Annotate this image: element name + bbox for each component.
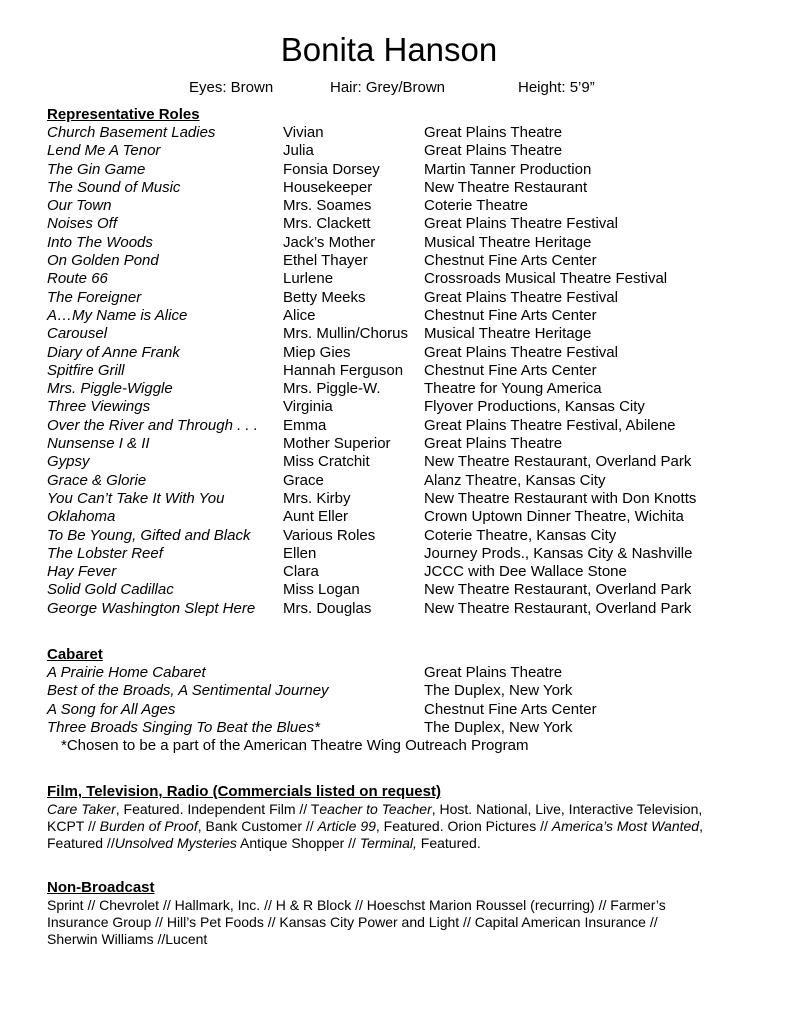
credit-title: Unsolved Mysteries xyxy=(114,835,237,852)
credit-row xyxy=(47,682,777,700)
credit-venue: Theatre for Young America xyxy=(424,380,602,398)
credit-venue: Great Plains Theatre Festival xyxy=(424,288,618,306)
credit-row xyxy=(47,581,777,599)
credit-role: Mrs. Mullin/Chorus xyxy=(283,325,409,343)
credit-show: Church Basement Ladies xyxy=(47,124,216,141)
credit-role: Aunt Eller xyxy=(283,508,349,526)
credit-row xyxy=(47,453,777,471)
credit-role: Mrs. Piggle-W. xyxy=(283,380,381,398)
credit-role: Jack’s Mother xyxy=(283,233,376,251)
credit-role: Miss Logan xyxy=(283,581,360,599)
credit-role: Various Roles xyxy=(283,526,376,544)
credit-row xyxy=(47,417,777,435)
film-heading: Film, Television, Radio (Commercials listed on request) xyxy=(47,783,441,800)
credit-venue: New Theatre Restaurant with Don Knotts xyxy=(424,489,697,507)
credit-show: Grace & Glorie xyxy=(47,471,147,489)
nonbroadcast-heading: Non-Broadcast xyxy=(47,879,155,896)
credit-show: Solid Gold Cadillac xyxy=(47,581,174,599)
credit-show: Best of the Broads, A Sentimental Journey xyxy=(47,682,329,700)
credit-role: Fonsia Dorsey xyxy=(283,160,380,178)
credit-role: Miep Gies xyxy=(283,343,351,361)
cabaret-footnote: *Chosen to be a part of the American Theatre Wing Outreach Program xyxy=(61,737,529,754)
roles-heading: Representative Roles xyxy=(47,106,200,123)
nonbroadcast-credits: Sprint // Chevrolet // Hallmark, Inc. // H & R Block // Hoeschst Marion Roussel (recurring) // Farmer’s Insurance Group // Hill’s Pet Foods // Kansas City Power and Light // Capital American Insurance // Sherwin Williams //Lucent xyxy=(47,897,666,948)
credit-role: Mrs. Soames xyxy=(283,197,372,215)
credit-show: On Golden Pond xyxy=(47,252,159,270)
credit-venue: New Theatre Restaurant, Overland Park xyxy=(424,599,692,617)
credit-venue: Great Plains Theatre xyxy=(424,664,563,681)
credit-show: A Prairie Home Cabaret xyxy=(47,664,206,681)
credit-detail: , Featured // xyxy=(47,818,703,852)
credit-row xyxy=(47,124,777,142)
credit-show: Hay Fever xyxy=(47,563,117,581)
credit-venue: Chestnut Fine Arts Center xyxy=(424,361,597,379)
credit-show: Noises Off xyxy=(47,215,118,233)
credit-row xyxy=(47,508,777,526)
credit-show: The Lobster Reef xyxy=(47,544,163,562)
credit-row xyxy=(47,142,777,160)
credit-detail: , Bank Customer // xyxy=(197,818,318,835)
credit-row xyxy=(47,252,777,270)
credit-title: eacher to Teacher xyxy=(319,801,432,817)
credit-row xyxy=(47,270,777,288)
credit-venue: JCCC with Dee Wallace Stone xyxy=(424,563,627,581)
credit-row xyxy=(47,527,777,545)
credit-row xyxy=(47,490,777,508)
credit-title: Care Taker xyxy=(47,801,116,817)
credit-venue: Great Plains Theatre Festival xyxy=(424,215,618,233)
credit-show: The Sound of Music xyxy=(47,178,181,196)
credit-role: Hannah Ferguson xyxy=(283,361,404,379)
credit-show: Carousel xyxy=(47,325,108,343)
credit-role: Alice xyxy=(283,306,316,324)
eyes-stat: Eyes: Brown xyxy=(189,79,274,96)
credit-show: To Be Young, Gifted and Black xyxy=(47,526,251,544)
credit-venue: New Theatre Restaurant xyxy=(424,178,588,196)
credit-show: Lend Me A Tenor xyxy=(47,142,161,160)
credit-show: Over the River and Through . . . xyxy=(47,416,258,434)
credit-show: Mrs. Piggle-Wiggle xyxy=(47,380,173,398)
vitals-line xyxy=(0,78,800,98)
credit-show: George Washington Slept Here xyxy=(47,599,256,617)
credit-row xyxy=(47,307,777,325)
credit-show: A Song for All Ages xyxy=(47,700,176,718)
credit-detail: Featured. xyxy=(416,835,481,852)
credit-venue: Crossroads Musical Theatre Festival xyxy=(424,270,668,288)
height-stat: Height: 5’9” xyxy=(518,79,595,96)
credit-detail: , Host. National, Live, Interactive Television, KCPT // xyxy=(47,801,703,835)
credit-row xyxy=(47,701,777,719)
credit-venue: Coterie Theatre, Kansas City xyxy=(424,526,617,544)
credit-show: Nunsense I & II xyxy=(47,435,150,453)
credit-row xyxy=(47,325,777,343)
credit-role: Mrs. Douglas xyxy=(283,599,372,617)
credit-venue: Crown Uptown Dinner Theatre, Wichita xyxy=(424,508,684,526)
credit-detail: , Featured. Orion Pictures // xyxy=(375,818,552,835)
credit-show: Gypsy xyxy=(47,453,90,471)
credit-role: Mrs. Clackett xyxy=(283,215,371,233)
credit-venue: The Duplex, New York xyxy=(424,682,573,700)
cabaret-heading: Cabaret xyxy=(47,646,103,663)
credit-role: Vivian xyxy=(283,124,324,141)
credit-venue: New Theatre Restaurant, Overland Park xyxy=(424,453,692,471)
credit-role: Miss Cratchit xyxy=(283,453,370,471)
credit-role: Clara xyxy=(283,563,319,581)
credit-venue: Musical Theatre Heritage xyxy=(424,233,592,251)
hair-stat: Hair: Grey/Brown xyxy=(330,79,446,96)
credit-venue: Musical Theatre Heritage xyxy=(424,325,592,343)
credit-venue: Great Plains Theatre Festival xyxy=(424,343,618,361)
credit-row xyxy=(47,719,777,737)
roles-list xyxy=(47,124,777,618)
credit-row xyxy=(47,398,777,416)
credit-role: Housekeeper xyxy=(283,178,373,196)
credit-venue: New Theatre Restaurant, Overland Park xyxy=(424,581,692,599)
credit-role: Mrs. Kirby xyxy=(283,489,351,507)
credit-show: Spitfire Grill xyxy=(47,361,125,379)
credit-row xyxy=(47,563,777,581)
credit-show: Three Broads Singing To Beat the Blues* xyxy=(47,718,320,736)
credit-venue: Great Plains Theatre xyxy=(424,142,563,160)
credit-show: A…My Name is Alice xyxy=(47,306,188,324)
credit-title: America’s Most Wanted xyxy=(551,818,700,835)
credit-row xyxy=(47,344,777,362)
credit-show: Oklahoma xyxy=(47,508,116,526)
cabaret-list xyxy=(47,664,777,737)
credit-show: Diary of Anne Frank xyxy=(47,343,180,361)
credit-role: Ellen xyxy=(283,544,317,562)
credit-show: Three Viewings xyxy=(47,398,151,416)
credit-role: Ethel Thayer xyxy=(283,252,368,270)
credit-role: Grace xyxy=(283,471,324,489)
credit-row xyxy=(47,161,777,179)
performer-name: Bonita Hanson xyxy=(280,31,498,68)
credit-venue: Martin Tanner Production xyxy=(424,160,592,178)
credit-role: Betty Meeks xyxy=(283,288,366,306)
credit-show: Our Town xyxy=(47,197,112,215)
credit-title: Burden of Proof xyxy=(99,818,198,835)
credit-row xyxy=(47,380,777,398)
credit-venue: Great Plains Theatre xyxy=(424,124,563,141)
credit-role: Virginia xyxy=(283,398,333,416)
credit-role: Emma xyxy=(283,416,327,434)
credit-row xyxy=(47,289,777,307)
credit-row xyxy=(47,215,777,233)
credit-role: Mother Superior xyxy=(283,435,391,453)
credit-title: Terminal, xyxy=(359,835,417,852)
credit-row xyxy=(47,600,777,618)
credit-venue: Chestnut Fine Arts Center xyxy=(424,306,597,324)
credit-row xyxy=(47,362,777,380)
credit-show: Into The Woods xyxy=(47,233,153,251)
credit-venue: Great Plains Theatre Festival, Abilene xyxy=(424,416,676,434)
credit-detail: , Featured. Independent Film // T xyxy=(115,801,320,817)
credit-row xyxy=(47,179,777,197)
credit-detail: Antique Shopper // xyxy=(236,835,360,852)
credit-show: The Gin Game xyxy=(47,160,146,178)
credit-role: Julia xyxy=(283,142,314,160)
credit-row xyxy=(47,472,777,490)
credit-venue: Alanz Theatre, Kansas City xyxy=(424,471,606,489)
credit-show: You Can’t Take It With You xyxy=(47,489,225,507)
credit-row xyxy=(47,435,777,453)
credit-venue: The Duplex, New York xyxy=(424,718,573,736)
credit-venue: Chestnut Fine Arts Center xyxy=(424,252,597,270)
credit-row xyxy=(47,545,777,563)
credit-venue: Journey Prods., Kansas City & Nashville xyxy=(424,544,693,562)
credit-row xyxy=(47,664,777,682)
credit-venue: Coterie Theatre xyxy=(424,197,528,215)
credit-role: Lurlene xyxy=(283,270,334,288)
film-credits xyxy=(47,801,737,853)
credit-show: The Foreigner xyxy=(47,288,142,306)
credit-show: Route 66 xyxy=(47,270,108,288)
credit-venue: Flyover Productions, Kansas City xyxy=(424,398,645,416)
credit-venue: Great Plains Theatre xyxy=(424,435,563,453)
credit-title: Article 99 xyxy=(317,818,376,835)
credit-row xyxy=(47,234,777,252)
credit-venue: Chestnut Fine Arts Center xyxy=(424,700,597,718)
credit-row xyxy=(47,197,777,215)
